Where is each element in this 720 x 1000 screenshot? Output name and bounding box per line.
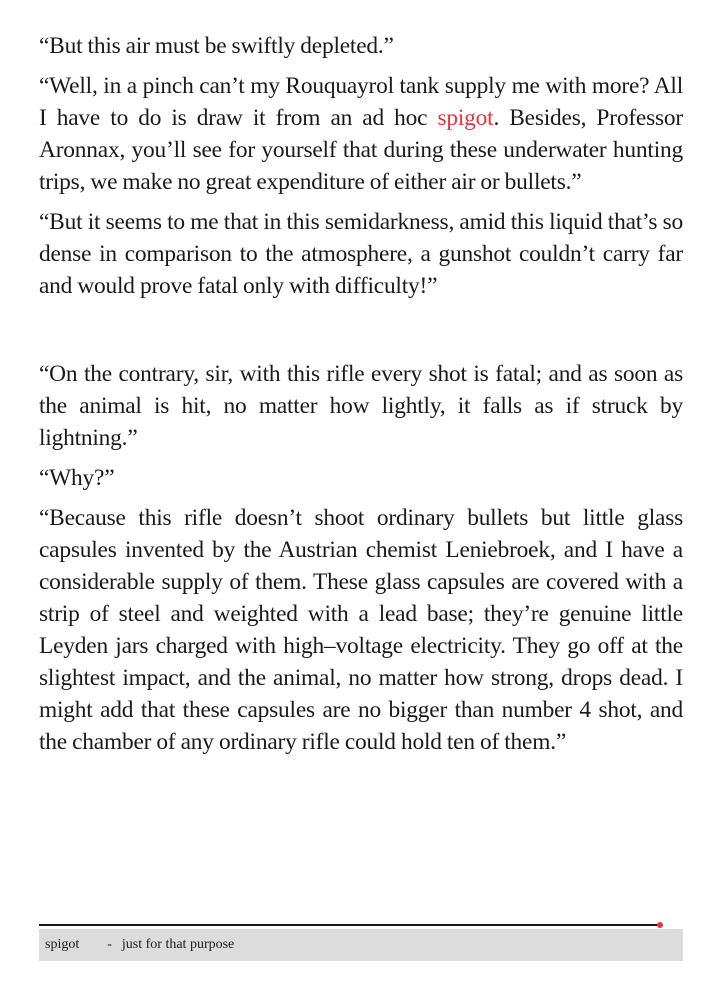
paragraph-4: “On the contrary, sir, with this rifle every shot is fatal; and as soon as the animal is hit, no matter how lightly, it falls as if struck by lightning.” <box>39 361 683 451</box>
paragraph-2-after: . Besides, Professor Aronnax, you’ll see for yourself that during these underwater hunting trips, we make no great expenditure of either air or bullets.” <box>39 105 683 195</box>
page-body <box>39 30 683 766</box>
glossary-separator: - <box>107 937 112 952</box>
paragraph-2-before: “Well, in a pinch can’t my Rouquayrol tank supply me with more? All I have to do is draw it from an ad hoc <box>39 73 683 131</box>
glossary-term: spigot <box>45 937 80 952</box>
paragraph-2 <box>39 70 683 198</box>
footnote-divider <box>39 924 659 926</box>
glossary-term-highlight[interactable]: spigot <box>437 105 494 131</box>
paragraph-5: “Why?” <box>39 465 115 491</box>
divider-end-dot-icon <box>657 922 663 928</box>
paragraph-1: “But this air must be swiftly depleted.” <box>39 33 394 59</box>
glossary-definition: just for that purpose <box>121 937 235 952</box>
paragraph-3: “But it seems to me that in this semidarkness, amid this liquid that’s so dense in comparison to the atmosphere, a gunshot couldn’t carry far and would prove fatal only with difficulty!” <box>39 209 683 299</box>
paragraph-6: “Because this rifle doesn’t shoot ordinary bullets but little glass capsules invented by the Austrian chemist Leniebroek, and I have a considerable supply of them. These glass capsules are covered with a strip of steel and weighted with a lead base; they’re genuine little Leyden jars charged with high–voltage electricity. They go off at the slightest impact, and the animal, no matter how strong, drops dead. I might add that these capsules are no bigger than number 4 shot, and the chamber of any ordinary rifle could hold ten of them.” <box>39 505 683 755</box>
glossary-footnote <box>39 929 683 961</box>
